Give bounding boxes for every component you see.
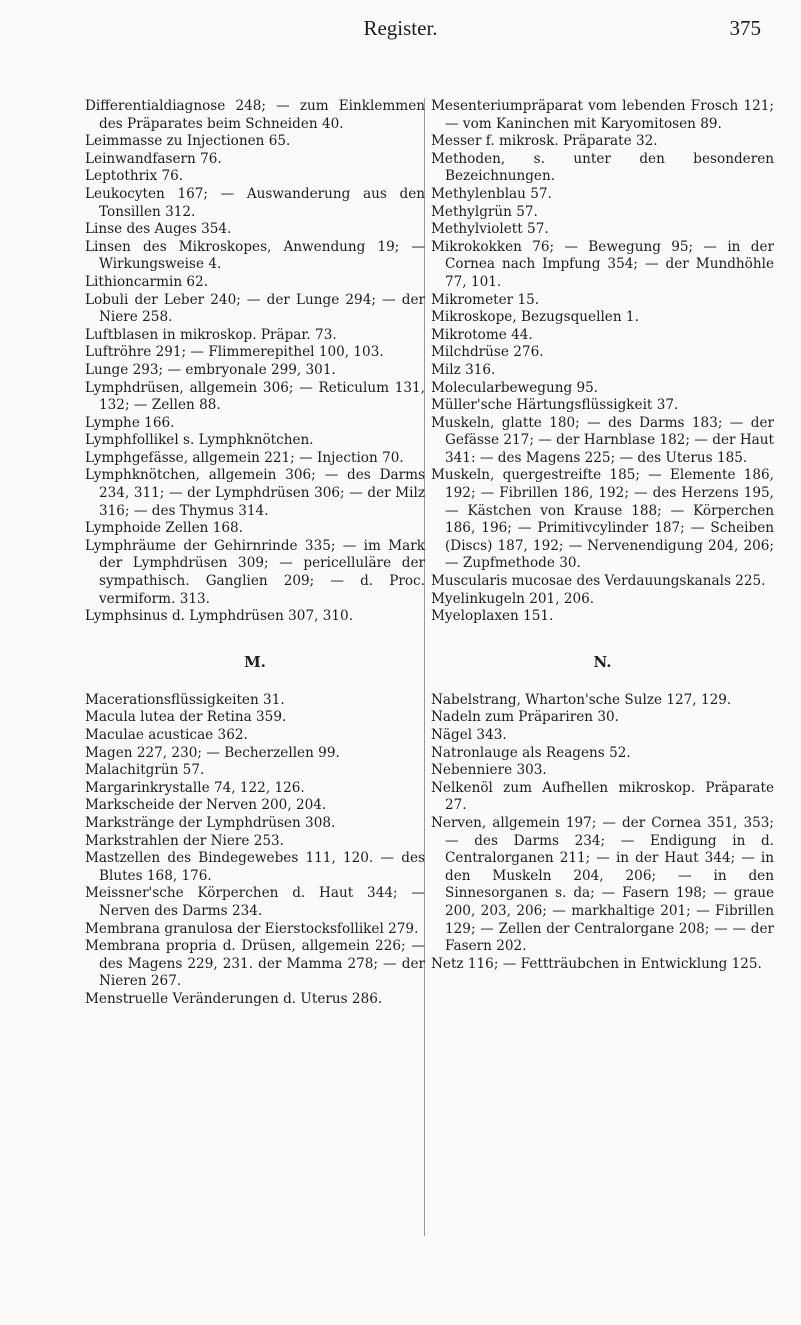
index-entry: Mastzellen des Bindegewebes 111, 120. — des Blutes 168, 176.: [85, 850, 425, 884]
index-entry: Mikrokokken 76; — Bewegung 95; — in der Cornea nach Impfung 354; — der Mundhöhle 77, 101.: [431, 238, 774, 290]
left-entries-top: [85, 98, 425, 626]
left-entries-bottom: [85, 692, 425, 1009]
index-entry: Methylgrün 57.: [431, 203, 538, 220]
index-entry: Lymphdrüsen, allgemein 306; — Reticulum 131, 132; — Zellen 88.: [85, 379, 425, 414]
index-entry: Lymphgefässe, allgemein 221; — Injection 70.: [85, 449, 404, 466]
index-entry: Methylviolett 57.: [431, 221, 549, 238]
index-entry: Lymphknötchen, allgemein 306; — des Darms 234, 311; — der Lymphdrüsen 306; — der Milz 316; — des Thymus 314.: [85, 467, 425, 519]
index-entry: Muscularis mucosae des Verdauungskanals 225.: [431, 573, 766, 590]
index-entry: Nelkenöl zum Aufhellen mikroskop. Präparate 27.: [431, 779, 774, 814]
index-entry: Milz 316.: [431, 361, 496, 378]
index-entry: Lobuli der Leber 240; — der Lunge 294; — der Niere 258.: [85, 291, 425, 326]
index-entry: Luftröhre 291; — Flimmerepithel 100, 103.: [85, 344, 384, 361]
index-entry: Maculae acusticae 362.: [85, 727, 248, 743]
index-entry: Muskeln, glatte 180; — des Darms 183; — der Gefässe 217; — der Harnblase 182; — der Haut 341: — des Magens 225; — des Uterus 185.: [431, 414, 774, 466]
page-header: [0, 16, 801, 46]
index-entry: Methoden, s. unter den besonderen Bezeichnungen.: [431, 150, 774, 185]
index-entry: Membrana propria d. Drüsen, allgemein 226; — des Magens 229, 231. der Mamma 278; — der Nieren 267.: [85, 938, 425, 990]
index-entry: Nebenniere 303.: [431, 762, 547, 779]
index-entry: Mesenteriumpräparat vom lebenden Frosch 121; — vom Kaninchen mit Karyomitosen 89.: [431, 98, 774, 132]
page-number: 375: [729, 16, 761, 40]
index-entry: Lunge 293; — embryonale 299, 301.: [85, 361, 336, 378]
index-entry: Nadeln zum Präpariren 30.: [431, 709, 619, 726]
index-entry: Myeloplaxen 151.: [431, 608, 554, 625]
index-entry: Linsen des Mikroskopes, Anwendung 19; — Wirkungsweise 4.: [85, 238, 425, 273]
index-entry: Lymphe 166.: [85, 414, 175, 431]
index-entry: Lymphfollikel s. Lymphknötchen.: [85, 432, 314, 449]
index-entry: Linse des Auges 354.: [85, 221, 232, 238]
page-title: Register.: [363, 16, 438, 40]
index-entry: Methylenblau 57.: [431, 185, 552, 202]
index-entry: Macula lutea der Retina 359.: [85, 709, 287, 726]
index-entry: Lymphräume der Gehirnrinde 335; — im Mark der Lymphdrüsen 309; — pericelluläre der sympathisch. Ganglien 209; — d. Proc. vermiform. 313.: [85, 537, 425, 607]
index-entry: Mikroskope, Bezugsquellen 1.: [431, 309, 639, 326]
section-letter-m: M.: [244, 652, 266, 671]
right-entries-bottom: [431, 692, 774, 974]
index-entry: Markstränge der Lymphdrüsen 308.: [85, 814, 336, 831]
index-entry: Mikrotome 44.: [431, 326, 533, 343]
index-entry: Netz 116; — Fettträubchen in Entwicklung 125.: [431, 955, 762, 972]
index-entry: Markscheide der Nerven 200, 204.: [85, 797, 327, 814]
index-entry: Markstrahlen der Niere 253.: [85, 832, 285, 849]
index-entry: Leinwandfasern 76.: [85, 150, 222, 167]
index-entry: Magen 227, 230; — Becherzellen 99.: [85, 744, 340, 761]
index-entry: Leptothrix 76.: [85, 168, 184, 185]
index-entry: Myelinkugeln 201, 206.: [431, 590, 595, 607]
index-entry: Nerven, allgemein 197; — der Cornea 351, 353; — des Darms 234; — Endigung in d. Centralorganen 211; — in der Haut 344; — in den Muskeln 204, 206; — in den Sinnesorganen s. da; — Fasern 198; — graue 200, 203, 206; — markhaltige 201; — Fibrillen 129; — Zellen der Centralorgane 208; — — der Fasern 202.: [431, 814, 774, 955]
index-entry: Malachitgrün 57.: [85, 762, 205, 779]
index-entry: Muskeln, quergestreifte 185; — Elemente 186, 192; — Fibrillen 186, 192; — des Herzens 195, — Kästchen von Krause 188; — Körperchen 186, 196; — Primitivcylinder 187; — Scheiben (Discs) 187, 192; — Nervenendigung 204, 206; — Zupfmethode 30.: [431, 467, 774, 572]
left-column: [85, 98, 425, 1009]
index-entry: Meissner'sche Körperchen d. Haut 344; — Nerven des Darms 234.: [85, 885, 425, 919]
index-entry: Müller'sche Härtungsflüssigkeit 37.: [431, 397, 679, 414]
index-entry: Luftblasen in mikroskop. Präpar. 73.: [85, 326, 337, 343]
index-entry: Milchdrüse 276.: [431, 344, 544, 361]
index-entry: Lymphoide Zellen 168.: [85, 520, 243, 537]
index-entry: Natronlauge als Reagens 52.: [431, 744, 631, 761]
section-letter-n: N.: [593, 652, 612, 671]
right-entries-top: [431, 98, 774, 626]
index-entry: Macerationsflüssigkeiten 31.: [85, 691, 285, 708]
index-entry: Messer f. mikrosk. Präparate 32.: [431, 133, 658, 150]
index-entry: Nabelstrang, Wharton'sche Sulze 127, 129.: [431, 691, 732, 708]
index-entry: Membrana granulosa der Eierstocksfollikel 279.: [85, 920, 419, 937]
index-entry: Differentialdiagnose 248; — zum Einklemmen des Präparates beim Schneiden 40.: [85, 98, 425, 132]
index-entry: Menstruelle Veränderungen d. Uterus 286.: [85, 990, 383, 1007]
index-entry: Lymphsinus d. Lymphdrüsen 307, 310.: [85, 608, 354, 625]
index-entry: Leimmasse zu Injectionen 65.: [85, 133, 291, 150]
index-entry: Margarinkrystalle 74, 122, 126.: [85, 779, 305, 796]
index-entry: Lithioncarmin 62.: [85, 273, 209, 290]
index-entry: Nägel 343.: [431, 727, 507, 743]
index-entry: Mikrometer 15.: [431, 291, 540, 308]
index-entry: Leukocyten 167; — Auswanderung aus den Tonsillen 312.: [85, 185, 425, 220]
right-column: [431, 98, 774, 973]
index-entry: Molecularbewegung 95.: [431, 379, 599, 396]
